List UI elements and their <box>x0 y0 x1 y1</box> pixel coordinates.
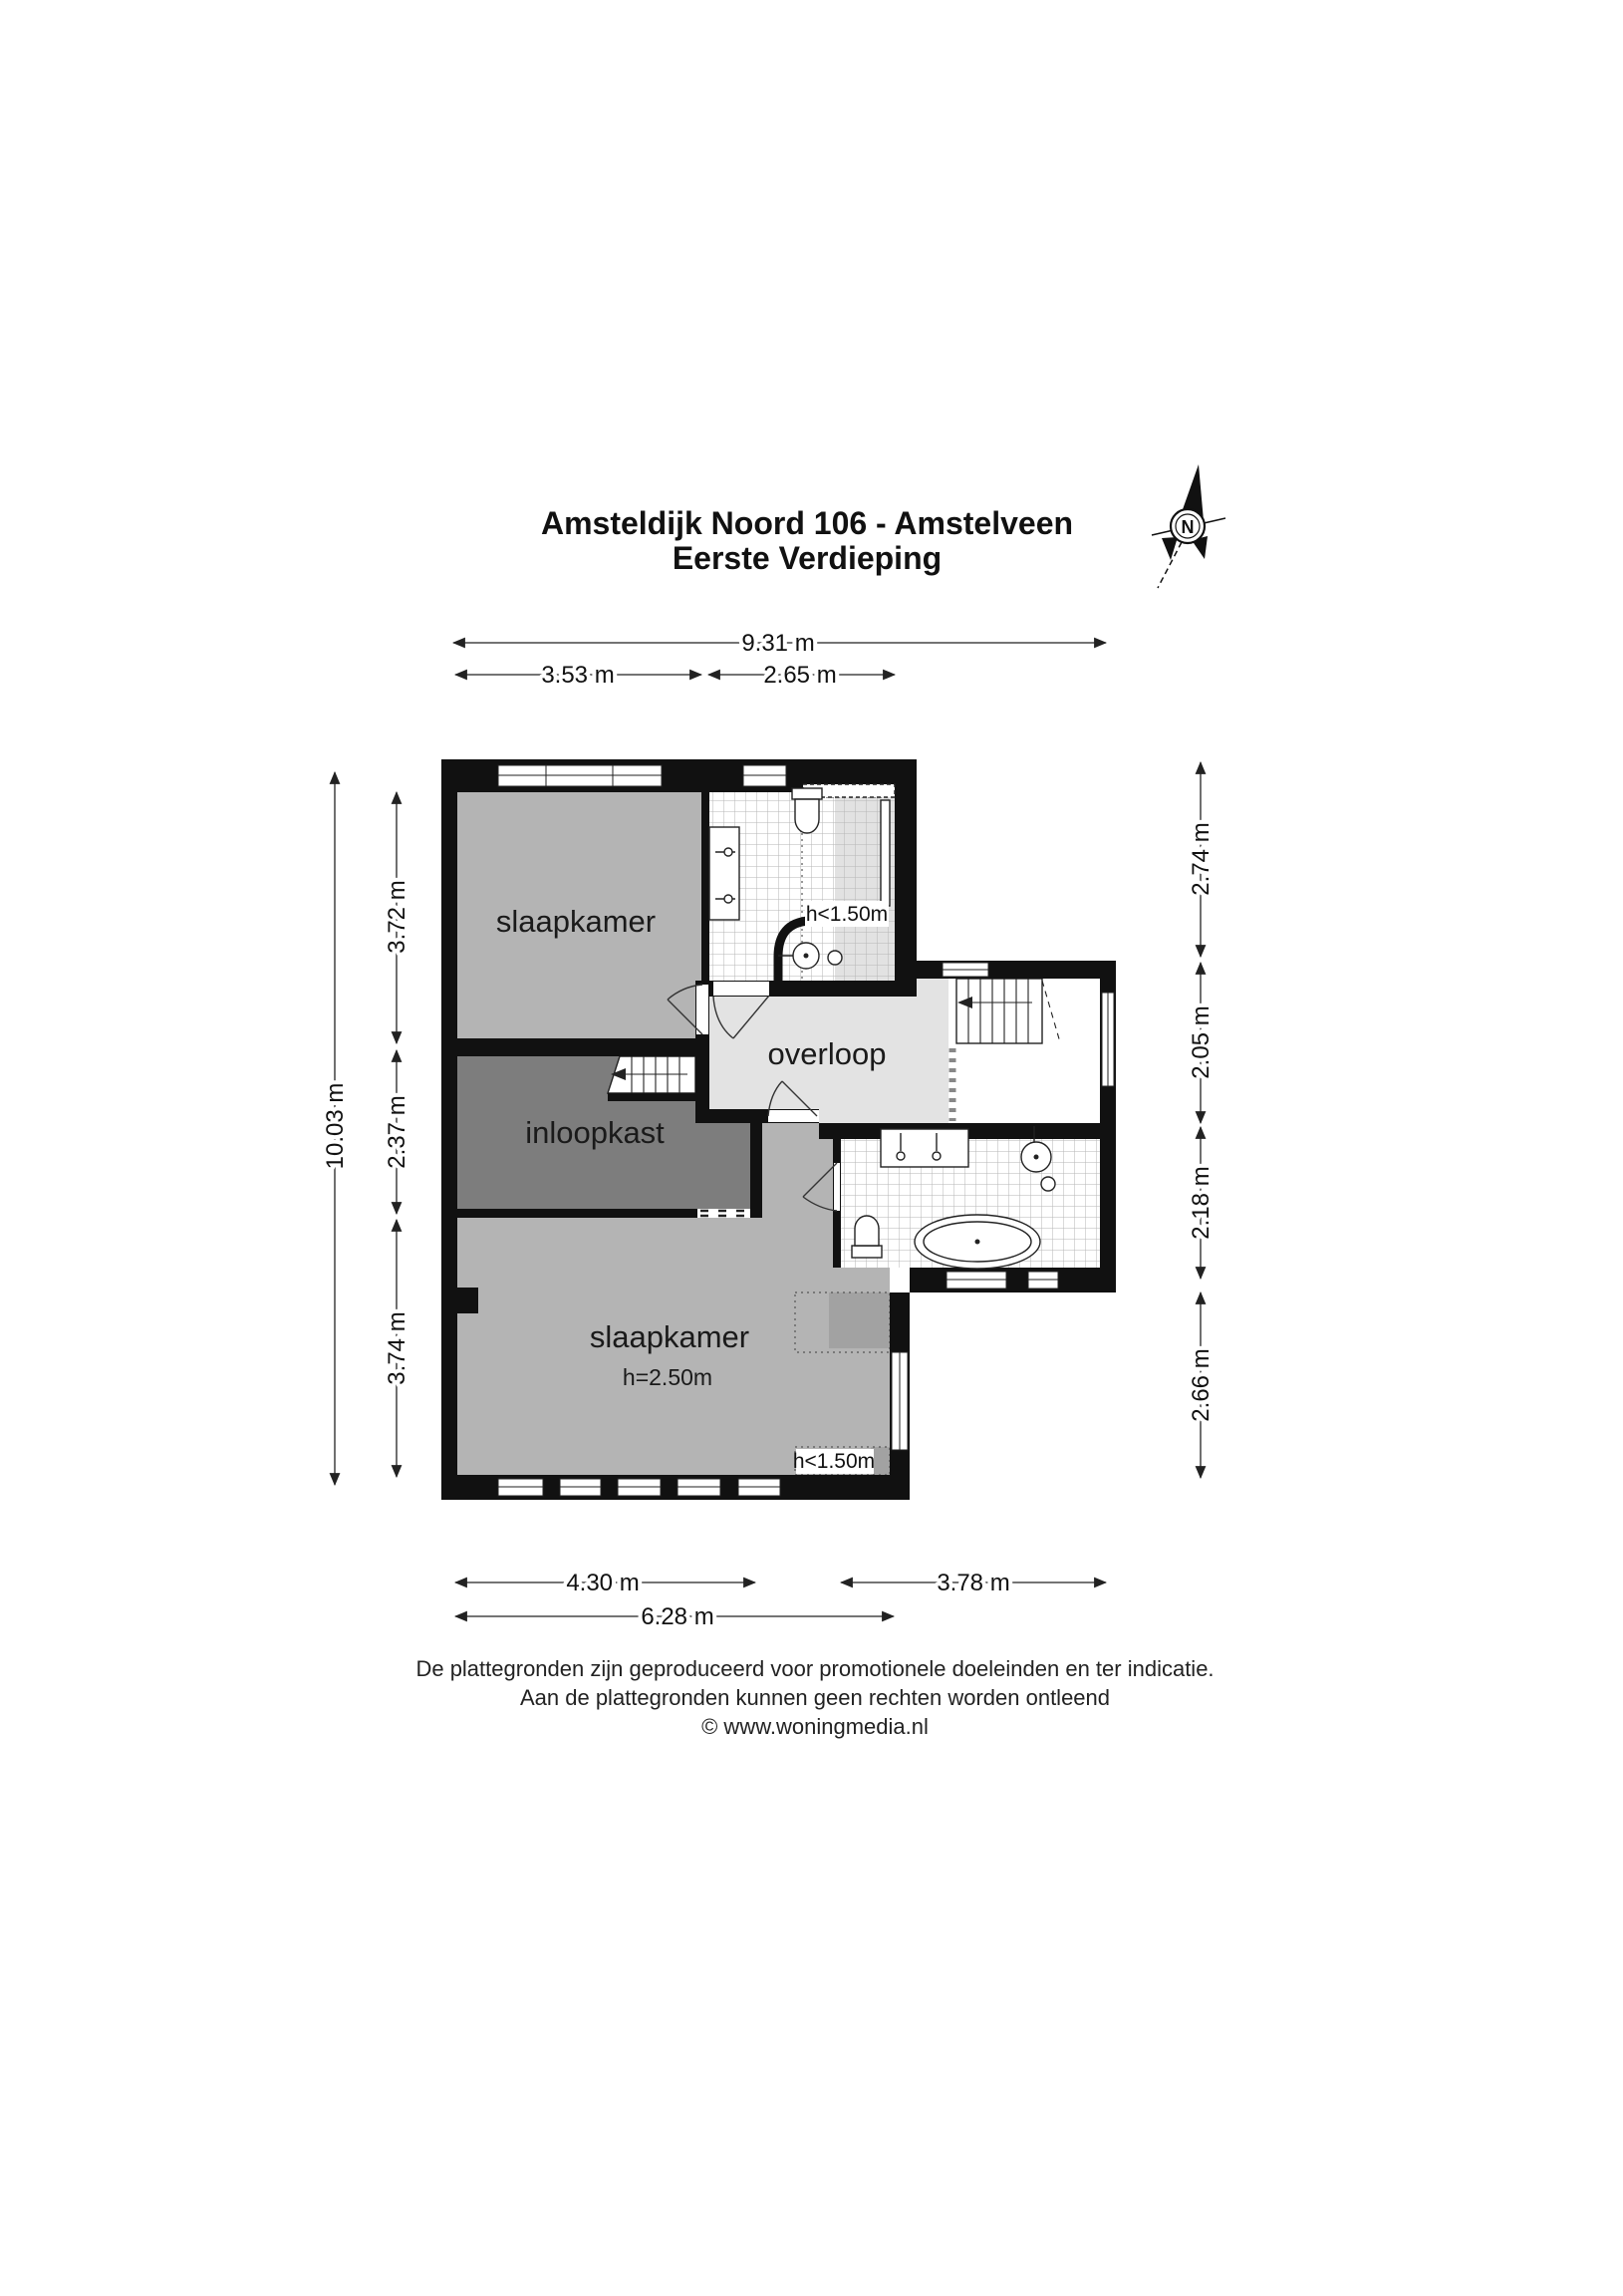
door-opening-bathroom-top <box>713 982 769 996</box>
wall <box>441 792 457 1500</box>
dim-right-seg4: 2.66 m <box>1188 1348 1215 1422</box>
wall <box>608 1093 695 1101</box>
landing-label: overloop <box>767 1036 887 1071</box>
toilet-cistern <box>852 1246 882 1258</box>
page-title-line2: Eerste Verdieping <box>672 540 943 576</box>
footer-copyright: © www.woningmedia.nl <box>701 1714 929 1739</box>
wall <box>895 792 917 981</box>
bedroom-low-ceiling-zone-top <box>829 1292 890 1348</box>
bathtub-icon <box>915 1215 1040 1269</box>
dim-right-seg3: 2.18 m <box>1188 1166 1215 1240</box>
dim-right-seg2: 2.05 m <box>1188 1005 1215 1079</box>
faucet-handle <box>933 1152 941 1160</box>
faucet-handle <box>897 1152 905 1160</box>
shower-control <box>1041 1177 1055 1191</box>
compass-north-label: N <box>1181 517 1195 537</box>
wall <box>910 1268 1116 1292</box>
door-opening-bathroom-bottom <box>834 1163 840 1211</box>
page-title-line1: Amsteldijk Noord 106 - Amstelveen <box>540 505 1074 541</box>
wall <box>441 1038 695 1056</box>
shower-head-dot <box>1034 1155 1039 1160</box>
toilet-bowl <box>855 1216 879 1246</box>
bedroom-bottom-label: slaapkamer <box>589 1319 750 1354</box>
dim-left-seg1: 3.72 m <box>384 880 410 954</box>
stair-outline <box>956 979 1042 1043</box>
toilet-icon <box>792 788 822 833</box>
dim-bottom-row2: 6.28 m <box>641 1603 714 1630</box>
closet-label: inloopkast <box>525 1115 665 1150</box>
toilet-cistern <box>792 788 822 799</box>
shower-control <box>828 951 842 965</box>
bedroom-top-label: slaapkamer <box>495 904 657 939</box>
door-opening-bedroom-top <box>696 985 708 1034</box>
faucet-handle <box>724 848 732 856</box>
wall <box>701 792 709 981</box>
bedroom-bottom-ceiling-note: h=2.50m <box>622 1364 713 1390</box>
vanity-unit <box>881 1129 968 1167</box>
bathroom-top-low-ceiling-note: h<1.50m <box>805 903 889 926</box>
bedroom-bottom-low-ceiling-note: h<1.50m <box>792 1450 876 1473</box>
dim-right-seg1: 2.74 m <box>1188 822 1215 896</box>
toilet-icon <box>852 1216 882 1258</box>
shower-head-dot <box>804 954 809 959</box>
door-opening-landing-south <box>768 1110 819 1122</box>
dim-left-total: 10.03 m <box>322 1082 349 1170</box>
faucet-handle <box>724 895 732 903</box>
dim-top-right: 2.65 m <box>763 662 837 689</box>
dim-bottom-row1-left: 4.30 m <box>566 1570 640 1596</box>
dim-left-seg3: 3.74 m <box>384 1311 410 1385</box>
dim-bottom-row1-right: 3.78 m <box>937 1570 1010 1596</box>
radiator <box>881 800 890 906</box>
dim-top-total: 9.31 m <box>741 630 815 657</box>
vanity-unit <box>709 827 739 920</box>
staircase-lower-flight <box>608 1056 695 1093</box>
footer-disclaimer-line2: Aan de plattegronden kunnen geen rechten worden ontleend <box>519 1685 1111 1710</box>
dim-left-seg2: 2.37 m <box>384 1095 410 1169</box>
dim-top-left: 3.53 m <box>541 662 615 689</box>
compass-fin-left <box>1162 537 1178 560</box>
wall <box>750 1109 762 1218</box>
wall <box>441 1288 478 1313</box>
toilet-bowl <box>795 799 819 833</box>
footer-disclaimer-line1: De plattegronden zijn geproduceerd voor promotionele doeleinden en ter indicatie. <box>415 1656 1215 1681</box>
bathtub-drain <box>975 1240 980 1245</box>
compass-rose-icon <box>1152 464 1225 588</box>
